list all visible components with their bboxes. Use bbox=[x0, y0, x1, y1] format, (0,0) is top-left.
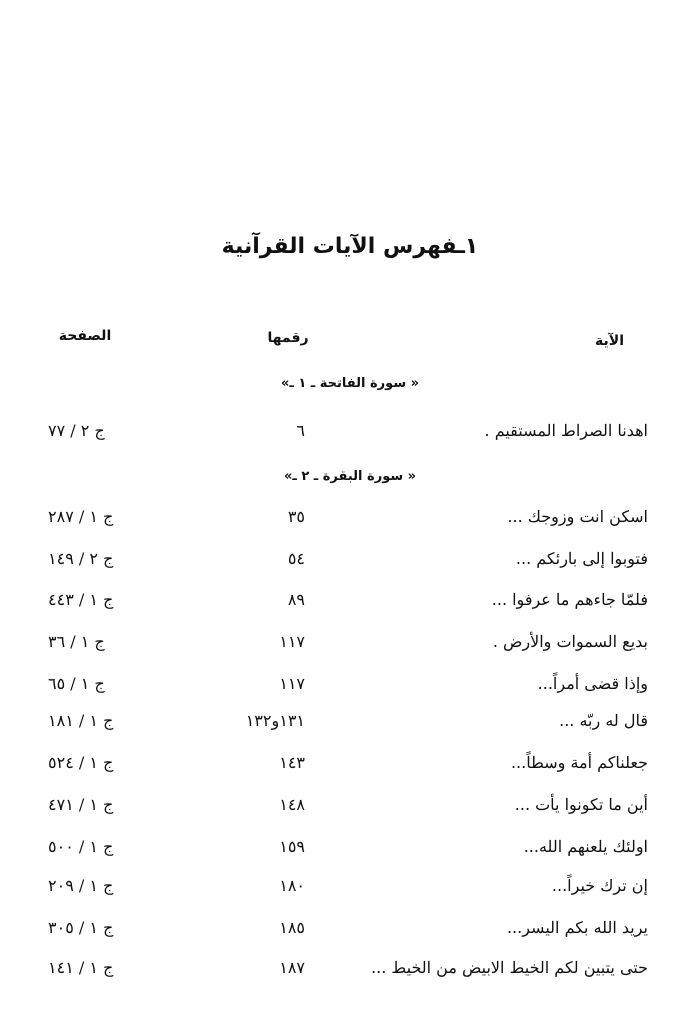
verse-number: ١٤٨ bbox=[279, 795, 305, 814]
verse-text: بديع السموات والأرض . bbox=[492, 632, 648, 651]
page-ref: ج ٢ / ٧٧ bbox=[48, 421, 105, 440]
page-title: ١ـفهرس الآيات القرآنية bbox=[221, 234, 479, 259]
verse-number: ١١٧ bbox=[279, 632, 305, 651]
page-ref: ج ١ / ٢٨٧ bbox=[48, 507, 114, 526]
verse-number: ١٨٧ bbox=[279, 958, 305, 977]
page-ref: ج ١ / ٣٦ bbox=[48, 632, 105, 651]
verse-number: ١٨٠ bbox=[279, 876, 305, 895]
page-ref: ج ١ / ١٨١ bbox=[48, 711, 114, 730]
page-ref: ج ١ / ١٤١ bbox=[48, 958, 114, 977]
verse-text: حتى يتبين لكم الخيط الابيض من الخيط ... bbox=[371, 958, 648, 977]
page-ref: ج ١ / ٤٧١ bbox=[48, 795, 114, 814]
verse-text: فلمّا جاءهم ما عرفوا ... bbox=[491, 590, 648, 609]
table-row bbox=[0, 753, 700, 783]
verse-number: ١٨٥ bbox=[279, 918, 305, 937]
table-row bbox=[0, 549, 700, 579]
table-row bbox=[0, 918, 700, 948]
verse-text: يريد الله بكم اليسر... bbox=[506, 918, 648, 937]
verse-text: إن ترك خيراً... bbox=[551, 876, 648, 895]
verse-text: أين ما تكونوا يأت ... bbox=[514, 795, 648, 814]
header-page: الصفحة bbox=[58, 328, 112, 344]
page-ref: ج ١ / ٥٢٤ bbox=[48, 753, 114, 772]
table-row bbox=[0, 958, 700, 988]
table-row bbox=[0, 795, 700, 825]
verse-number: ١٥٩ bbox=[279, 837, 305, 856]
table-row bbox=[0, 837, 700, 867]
surah-heading-baqara: « سورة البقرة ـ ٢ ـ» bbox=[283, 469, 417, 484]
verse-text: جعلناكم أمة وسطاً... bbox=[510, 753, 648, 772]
page-ref: ج ١ / ٥٠٠ bbox=[48, 837, 114, 856]
verse-text: اهدنا الصراط المستقيم . bbox=[484, 421, 648, 440]
table-row bbox=[0, 632, 700, 662]
page-ref: ج ٢ / ١٤٩ bbox=[48, 549, 114, 568]
table-row bbox=[0, 711, 700, 741]
table-row bbox=[0, 674, 700, 704]
verse-text: اسكن انت وزوجك ... bbox=[507, 507, 648, 526]
page-ref: ج ١ / ٣٠٥ bbox=[48, 918, 114, 937]
verse-number: ١٣١و١٣٢ bbox=[245, 711, 305, 730]
verse-number: ٥٤ bbox=[287, 549, 305, 568]
surah-heading-fatiha: « سورة الفاتحة ـ ١ ـ» bbox=[280, 376, 420, 391]
verse-text: وإذا قضى أمراً... bbox=[537, 674, 648, 693]
verse-number: ٨٩ bbox=[287, 590, 305, 609]
verse-text: فتوبوا إلى بارئكم ... bbox=[515, 549, 648, 568]
page-ref: ج ١ / ٤٤٣ bbox=[48, 590, 114, 609]
table-row bbox=[0, 590, 700, 620]
header-number: رقمها bbox=[267, 330, 309, 346]
verse-number: ٦ bbox=[296, 421, 305, 440]
page-ref: ج ١ / ٢٠٩ bbox=[48, 876, 114, 895]
page-ref: ج ١ / ٦٥ bbox=[48, 674, 105, 693]
header-verse: الآية bbox=[595, 333, 624, 349]
verse-number: ١١٧ bbox=[279, 674, 305, 693]
table-row bbox=[0, 507, 700, 537]
verse-number: ١٤٣ bbox=[279, 753, 305, 772]
table-row bbox=[0, 421, 700, 451]
verse-text: قال له ربّه ... bbox=[559, 711, 648, 730]
table-row bbox=[0, 876, 700, 906]
verse-text: اولئك يلعنهم الله... bbox=[523, 837, 648, 856]
verse-number: ٣٥ bbox=[287, 507, 305, 526]
